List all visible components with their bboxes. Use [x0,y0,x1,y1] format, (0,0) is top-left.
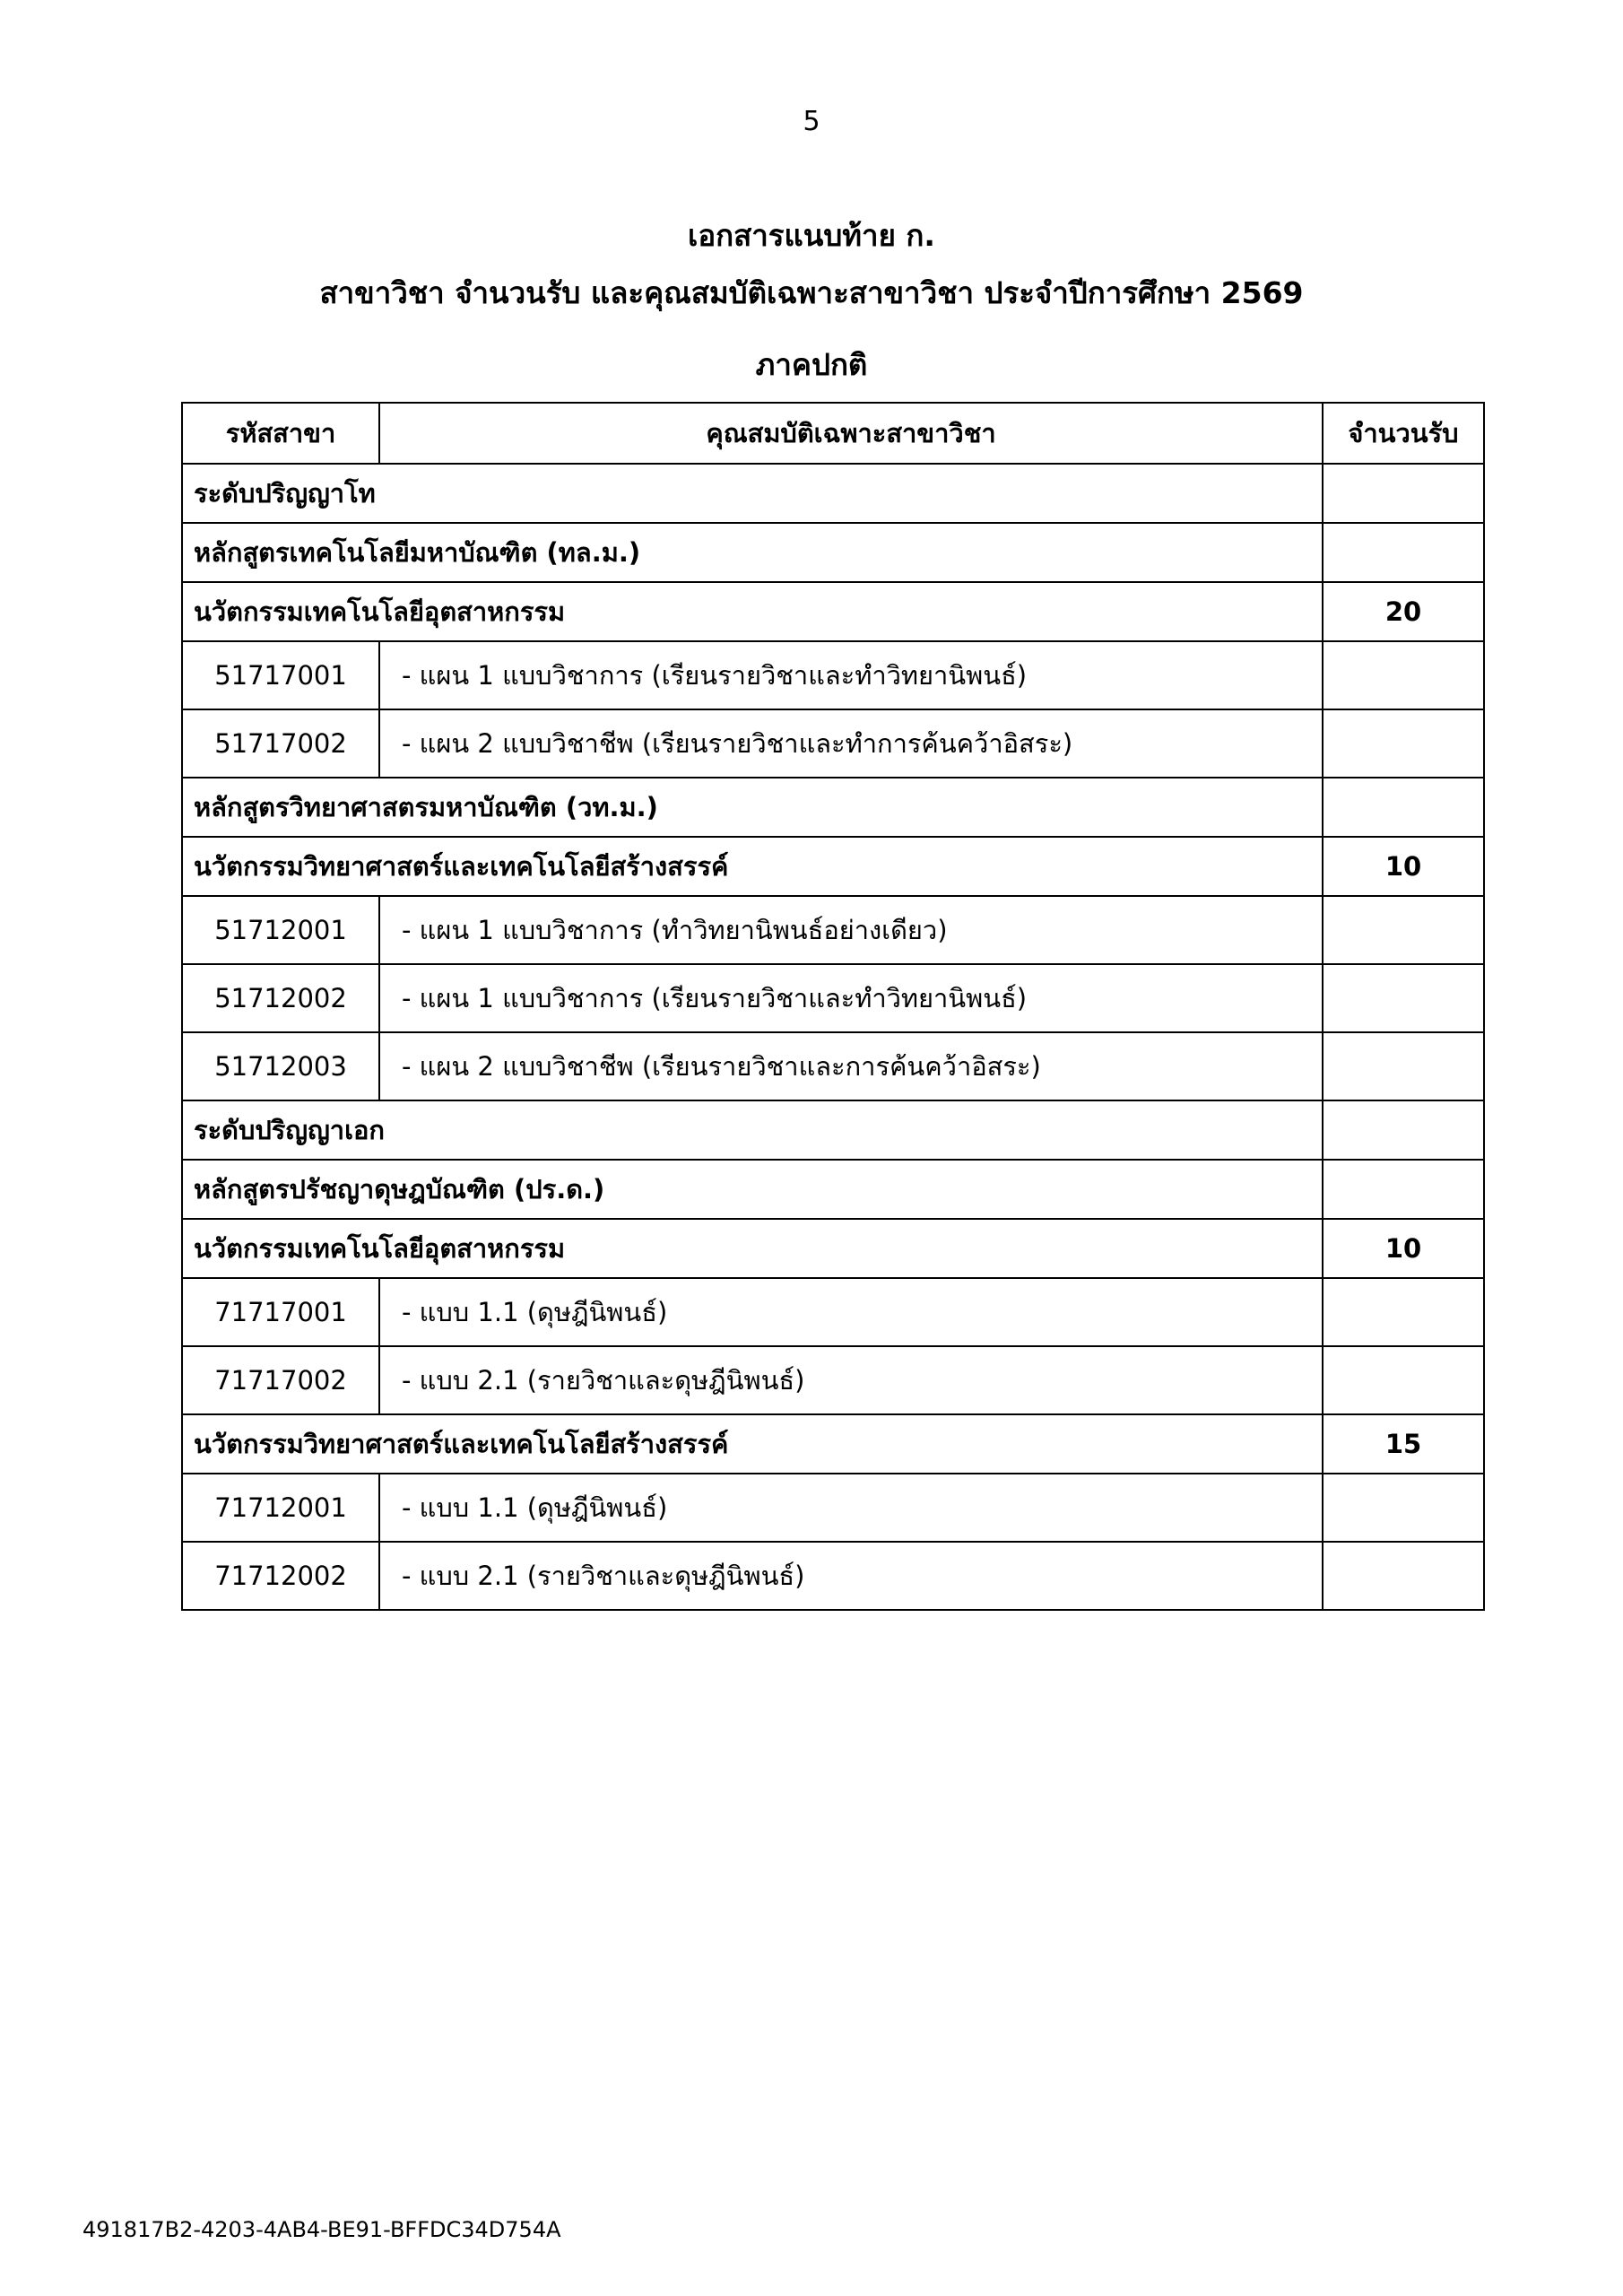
table-row [182,1542,1484,1610]
document-title: เอกสารแนบท้าย ก. [688,218,935,253]
plan-description: - แผน 1 แบบวิชาการ (เรียนรายวิชาและทำวิทยานิพนธ์) [379,964,1323,1032]
admissions-table [181,402,1485,1611]
header-major-code: รหัสสาขา [182,403,379,464]
admission-count [1323,523,1484,582]
table-group-row [182,1219,1484,1278]
major-code: 71717001 [182,1278,379,1346]
table-row [182,641,1484,709]
table-group-row [182,464,1484,523]
page-number: 5 [803,106,820,137]
group-label: หลักสูตรวิทยาศาสตรมหาบัณฑิต (วท.ม.) [182,778,1323,837]
admission-count [1323,896,1484,964]
group-label: หลักสูตรปรัชญาดุษฎบัณฑิต (ปร.ด.) [182,1160,1323,1219]
major-code: 51712001 [182,896,379,964]
table-row [182,709,1484,778]
document-subtitle: สาขาวิชา จำนวนรับ และคุณสมบัติเฉพาะสาขาวิชา ประจำปีการศึกษา 2569 [319,275,1304,310]
table-row [182,896,1484,964]
admission-count [1323,1474,1484,1542]
plan-description: - แบบ 2.1 (รายวิชาและดุษฎีนิพนธ์) [379,1346,1323,1414]
table-group-row [182,1100,1484,1160]
header-qualifications: คุณสมบัติเฉพาะสาขาวิชา [379,403,1323,464]
table-group-row [182,778,1484,837]
table-body [182,464,1484,1610]
admission-count: 10 [1323,837,1484,896]
document-id: 491817B2-4203-4AB4-BE91-BFFDC34D754A [82,2217,561,2242]
table-row [182,1278,1484,1346]
table-header-row [182,403,1484,464]
table-row [182,1032,1484,1100]
table-group-row [182,523,1484,582]
header-admission-count: จำนวนรับ [1323,403,1484,464]
major-code: 51717002 [182,709,379,778]
plan-description: - แบบ 2.1 (รายวิชาและดุษฎีนิพนธ์) [379,1542,1323,1610]
group-label: ระดับปริญญาเอก [182,1100,1323,1160]
admission-count [1323,1346,1484,1414]
group-label: ระดับปริญญาโท [182,464,1323,523]
group-label: นวัตกรรมเทคโนโลยีอุตสาหกรรม [182,582,1323,641]
table-group-row [182,1160,1484,1219]
table-row [182,1346,1484,1414]
plan-description: - แบบ 1.1 (ดุษฎีนิพนธ์) [379,1278,1323,1346]
major-code: 71712001 [182,1474,379,1542]
admission-count [1323,641,1484,709]
major-code: 51712003 [182,1032,379,1100]
group-label: นวัตกรรมวิทยาศาสตร์และเทคโนโลยีสร้างสรรค์ [182,1414,1323,1474]
table-row [182,964,1484,1032]
group-label: นวัตกรรมวิทยาศาสตร์และเทคโนโลยีสร้างสรรค์ [182,837,1323,896]
admission-count [1323,778,1484,837]
table-group-row [182,1414,1484,1474]
major-code: 71717002 [182,1346,379,1414]
group-label: นวัตกรรมเทคโนโลยีอุตสาหกรรม [182,1219,1323,1278]
major-code: 51712002 [182,964,379,1032]
plan-description: - แผน 2 แบบวิชาชีพ (เรียนรายวิชาและการค้นคว้าอิสระ) [379,1032,1323,1100]
admission-count [1323,1160,1484,1219]
plan-description: - แผน 2 แบบวิชาชีพ (เรียนรายวิชาและทำการค้นคว้าอิสระ) [379,709,1323,778]
admission-count: 20 [1323,582,1484,641]
major-code: 51717001 [182,641,379,709]
admission-count [1323,1032,1484,1100]
group-label: หลักสูตรเทคโนโลยีมหาบัณฑิต (ทล.ม.) [182,523,1323,582]
table-group-row [182,582,1484,641]
admission-count [1323,1278,1484,1346]
plan-description: - แบบ 1.1 (ดุษฎีนิพนธ์) [379,1474,1323,1542]
plan-description: - แผน 1 แบบวิชาการ (ทำวิทยานิพนธ์อย่างเดียว) [379,896,1323,964]
table-group-row [182,837,1484,896]
admission-count [1323,709,1484,778]
admission-count [1323,964,1484,1032]
major-code: 71712002 [182,1542,379,1610]
admission-count: 15 [1323,1414,1484,1474]
admission-count [1323,1100,1484,1160]
program-type-heading: ภาคปกติ [755,347,868,382]
admission-count: 10 [1323,1219,1484,1278]
table-row [182,1474,1484,1542]
admission-count [1323,1542,1484,1610]
admission-count [1323,464,1484,523]
plan-description: - แผน 1 แบบวิชาการ (เรียนรายวิชาและทำวิทยานิพนธ์) [379,641,1323,709]
